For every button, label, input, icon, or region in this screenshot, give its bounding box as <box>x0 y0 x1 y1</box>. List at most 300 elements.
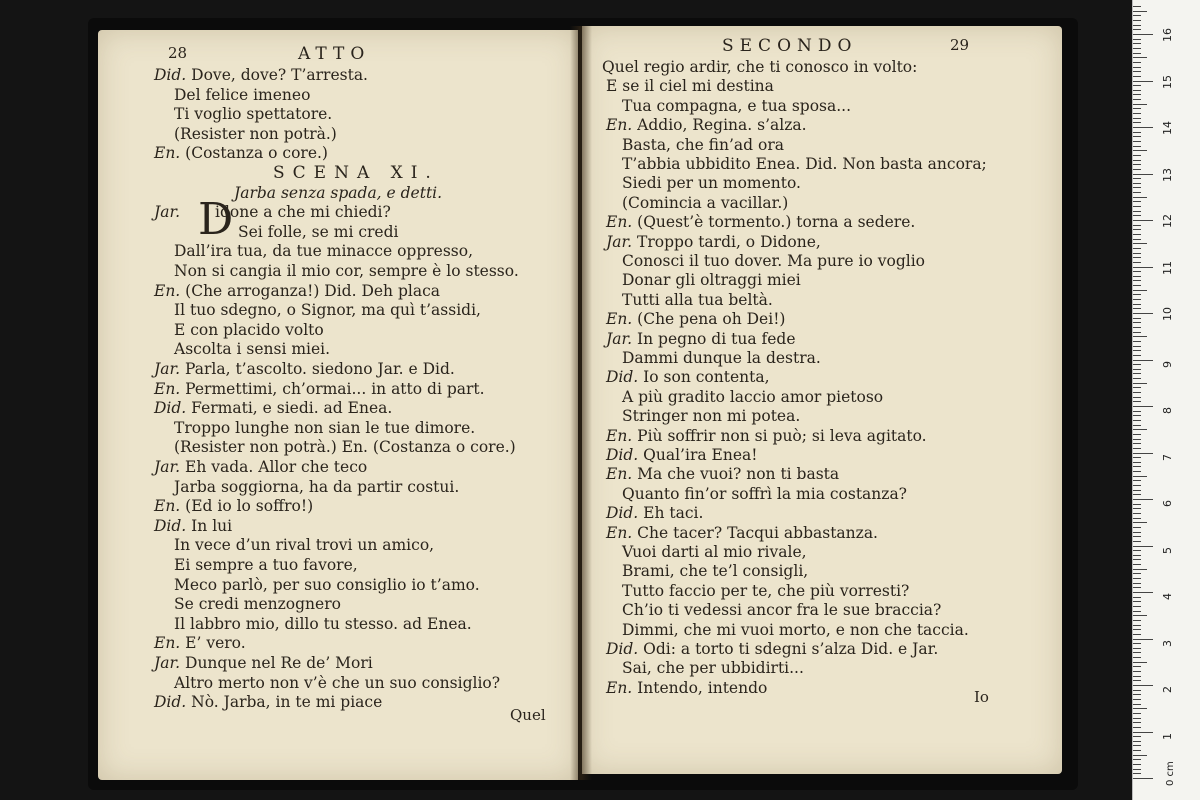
text-line <box>174 321 324 339</box>
line-text: Stringer non mi potea. <box>622 407 801 426</box>
catchword-right: Io <box>974 688 989 706</box>
ruler-number: 4 <box>1161 593 1174 600</box>
speaker-label: En. <box>154 379 186 398</box>
ruler-tick <box>1133 174 1153 175</box>
ruler-tick <box>1133 759 1141 760</box>
line-text: Ti voglio spettatore. <box>174 105 333 124</box>
ruler-tick <box>1133 499 1153 500</box>
line-text: Dall’ira tua, da tue minacce oppresso, <box>174 242 474 261</box>
ruler-tick <box>1133 778 1153 779</box>
ruler-tick <box>1133 322 1141 323</box>
ruler-tick <box>1133 564 1141 565</box>
ruler-number: 16 <box>1161 28 1174 42</box>
ruler-tick <box>1133 559 1141 560</box>
ruler-tick <box>1133 611 1141 612</box>
line-text: Non si cangia il mio cor, sempre è lo stesso. <box>174 262 519 280</box>
speaker-label: Jar. <box>154 458 186 476</box>
ruler-tick <box>1133 304 1141 305</box>
ruler-tick <box>1133 48 1141 49</box>
line-text: Donar gli oltraggi miei <box>622 271 801 290</box>
ruler-tick <box>1133 350 1141 351</box>
text-line <box>174 86 310 104</box>
ruler-tick <box>1133 127 1153 128</box>
line-text: (Che arroganza!) Did. Deh placa <box>185 281 441 300</box>
line-text: Eh vada. Allor che teco <box>185 458 368 476</box>
line-text: Ascolta i sensi miei. <box>174 340 331 359</box>
ruler-tick <box>1133 104 1147 105</box>
page-number-left: 28 <box>168 44 188 62</box>
ruler-tick <box>1133 132 1141 133</box>
ruler-tick <box>1133 476 1147 477</box>
ruler-tick <box>1133 146 1141 147</box>
ruler-tick <box>1133 718 1141 719</box>
line-text: E se il ciel mi destina <box>606 77 774 96</box>
line-text: Tutti alla tua beltà. <box>622 290 773 309</box>
text-line <box>174 125 337 143</box>
text-line <box>174 478 459 496</box>
running-head-right: SECONDO <box>722 36 858 56</box>
ruler-tick <box>1133 648 1141 649</box>
ruler-tick <box>1133 164 1141 165</box>
line-text: Quanto fin’or soffrì la mia costanza? <box>622 484 907 503</box>
ruler-tick <box>1133 71 1141 72</box>
line-text: (Costanza o core.) <box>185 144 328 163</box>
ruler-number: 10 <box>1161 307 1174 321</box>
text-line <box>174 419 475 437</box>
text-line <box>622 349 821 367</box>
ruler-tick <box>1133 546 1153 547</box>
line-text: Dammi dunque la destra. <box>622 349 821 367</box>
ruler-tick <box>1133 699 1141 700</box>
ruler-tick <box>1133 313 1153 314</box>
ruler-tick <box>1133 406 1153 407</box>
speaker-label: Jar. <box>154 360 186 378</box>
text-line <box>174 242 473 260</box>
ruler-tick <box>1133 504 1141 505</box>
speaker-label: Did. <box>154 516 192 535</box>
ruler-tick <box>1133 732 1153 733</box>
text-line <box>154 203 391 221</box>
ruler-tick <box>1133 383 1147 384</box>
ruler-tick <box>1133 480 1141 481</box>
measuring-ruler <box>1132 0 1200 800</box>
line-text: Conosci il tuo dover. Ma pure io voglio <box>622 252 926 270</box>
ruler-tick <box>1133 369 1141 370</box>
ruler-tick <box>1133 750 1141 751</box>
ruler-tick <box>1133 257 1141 258</box>
line-text: Tutto faccio per te, che più vorresti? <box>622 581 910 600</box>
ruler-tick <box>1133 43 1141 44</box>
line-text: E con placido volto <box>174 320 324 339</box>
ruler-tick <box>1133 392 1141 393</box>
text-line <box>622 543 807 561</box>
speaker-label: Did. <box>606 368 644 387</box>
text-line <box>622 194 788 212</box>
line-text: Del felice imeneo <box>174 85 311 104</box>
ruler-tick <box>1133 666 1141 667</box>
ruler-tick <box>1133 211 1141 212</box>
ruler-tick <box>1133 741 1141 742</box>
line-text: Troppo tardi, o Didone, <box>637 232 821 251</box>
text-line <box>154 634 246 652</box>
ruler-tick <box>1133 457 1141 458</box>
text-line <box>174 301 481 319</box>
line-text: Parla, t’ascolto. siedono Jar. e Did. <box>185 360 455 378</box>
text-line <box>154 654 373 672</box>
text-line <box>622 136 784 154</box>
ruler-tick <box>1133 555 1141 556</box>
line-text: Intendo, intendo <box>637 678 768 697</box>
text-line <box>622 562 808 580</box>
ruler-tick <box>1133 429 1147 430</box>
ruler-tick <box>1133 341 1141 342</box>
text-line <box>622 601 941 619</box>
line-text: idone a che mi chiedi? <box>215 203 391 222</box>
ruler-tick <box>1133 690 1141 691</box>
ruler-tick <box>1133 57 1147 58</box>
line-text: Che tacer? Tacqui abbastanza. <box>637 523 878 542</box>
line-text: Più soffrir non si può; si leva agitato. <box>637 426 927 445</box>
ruler-tick <box>1133 336 1147 337</box>
ruler-tick <box>1133 327 1141 328</box>
ruler-tick <box>1133 6 1141 7</box>
ruler-tick <box>1133 81 1153 82</box>
text-line <box>606 504 703 522</box>
line-text: Addio, Regina. s’alza. <box>637 116 807 135</box>
line-text: (Ed io lo soffro!) <box>185 497 314 516</box>
text-line <box>273 164 439 182</box>
line-text: Jarba senza spada, e detti. <box>234 183 443 202</box>
ruler-tick <box>1133 276 1141 277</box>
ruler-tick <box>1133 197 1147 198</box>
ruler-tick <box>1133 178 1141 179</box>
ruler-tick <box>1133 225 1141 226</box>
ruler-tick <box>1133 285 1141 286</box>
ruler-tick <box>1133 155 1141 156</box>
ruler-tick <box>1133 229 1141 230</box>
ruler-tick <box>1133 15 1141 16</box>
ruler-tick <box>1133 550 1141 551</box>
ruler-tick <box>1133 578 1141 579</box>
ruler-tick <box>1133 67 1141 68</box>
text-line <box>154 693 382 711</box>
ruler-tick <box>1133 662 1147 663</box>
ruler-tick <box>1133 248 1141 249</box>
text-line <box>622 291 773 309</box>
line-text: Permettimi, ch’ormai... in atto di part. <box>185 379 485 398</box>
ruler-tick <box>1133 271 1141 272</box>
ruler-tick <box>1133 378 1141 379</box>
ruler-tick <box>1133 262 1141 263</box>
text-line <box>606 368 770 386</box>
ruler-tick <box>1133 508 1141 509</box>
text-line <box>154 497 313 515</box>
ruler-tick <box>1133 536 1141 537</box>
text-line <box>174 615 472 633</box>
line-text: Brami, che te’l consigli, <box>622 562 809 581</box>
ruler-tick <box>1133 294 1141 295</box>
ruler-tick <box>1133 332 1141 333</box>
line-text: T’abbia ubbidito Enea. Did. Non basta ancora; <box>622 155 987 173</box>
ruler-tick <box>1133 713 1141 714</box>
speaker-label: En. <box>606 523 638 542</box>
line-text: In lui <box>191 516 233 535</box>
text-line <box>606 77 774 95</box>
line-text: Sai, che per ubbidirti... <box>622 659 804 678</box>
ruler-tick <box>1133 360 1153 361</box>
text-line <box>174 536 434 554</box>
ruler-tick <box>1133 280 1141 281</box>
ruler-tick <box>1133 53 1141 54</box>
speaker-label: En. <box>154 144 186 163</box>
ruler-tick <box>1133 267 1153 268</box>
ruler-tick <box>1133 685 1153 686</box>
ruler-tick <box>1133 364 1141 365</box>
ruler-number: 6 <box>1161 500 1174 507</box>
ruler-tick <box>1133 290 1147 291</box>
speaker-label: Did. <box>606 446 644 464</box>
speaker-label: Jar. <box>154 654 186 672</box>
ruler-tick <box>1133 420 1141 421</box>
ruler-tick <box>1133 448 1141 449</box>
ruler-tick <box>1133 20 1141 21</box>
line-text: Il labbro mio, dillo tu stesso. ad Enea. <box>174 614 472 633</box>
ruler-tick <box>1133 25 1141 26</box>
line-text: A più gradito laccio amor pietoso <box>622 387 884 406</box>
ruler-number: 3 <box>1161 639 1174 647</box>
ruler-tick <box>1133 85 1141 86</box>
ruler-tick <box>1133 615 1147 616</box>
ruler-tick <box>1133 527 1141 528</box>
ruler-tick <box>1133 122 1141 123</box>
right-page <box>582 26 1062 774</box>
ruler-number: 11 <box>1161 260 1174 275</box>
text-line <box>154 517 232 535</box>
ruler-unit-label: 0 cm <box>1165 761 1176 786</box>
line-text: Basta, che fin’ad ora <box>622 135 784 154</box>
ruler-tick <box>1133 671 1141 672</box>
ruler-tick <box>1133 253 1141 254</box>
text-line <box>622 388 883 406</box>
ruler-tick <box>1133 620 1141 621</box>
text-line <box>606 233 821 251</box>
ruler-tick <box>1133 150 1147 151</box>
text-line <box>602 58 917 76</box>
ruler-tick <box>1133 727 1141 728</box>
text-line <box>622 407 800 425</box>
line-text: Qual’ira Enea! <box>643 446 758 464</box>
ruler-tick <box>1133 513 1141 514</box>
ruler-tick <box>1133 169 1141 170</box>
speaker-label: Did. <box>154 399 192 418</box>
book-gutter <box>570 26 592 780</box>
ruler-number: 8 <box>1161 407 1174 414</box>
ruler-tick <box>1133 220 1153 221</box>
ruler-number: 9 <box>1161 360 1174 368</box>
ruler-number: 13 <box>1161 167 1174 182</box>
text-line <box>174 340 330 358</box>
running-head-left: ATTO <box>298 44 371 64</box>
text-line <box>154 144 328 162</box>
line-text: E’ vero. <box>185 634 246 653</box>
ruler-tick <box>1133 466 1141 467</box>
ruler-number: 1 <box>1161 732 1174 740</box>
drop-cap: D <box>198 194 234 245</box>
ruler-tick <box>1133 601 1141 602</box>
text-line <box>606 116 807 134</box>
ruler-tick <box>1133 443 1141 444</box>
ruler-tick <box>1133 108 1141 109</box>
line-text: Se credi menzognero <box>174 595 341 614</box>
ruler-tick <box>1133 676 1141 677</box>
line-text: Jarba soggiorna, ha da partir costui. <box>174 477 460 496</box>
speaker-label: En. <box>606 116 638 135</box>
ruler-tick <box>1133 755 1147 756</box>
line-text: Quel regio ardir, che ti conosco in volto: <box>602 58 918 76</box>
ruler-tick <box>1133 192 1141 193</box>
ruler-tick <box>1133 639 1153 640</box>
line-text: (Comincia a vacillar.) <box>622 193 789 212</box>
speaker-label: En. <box>606 213 638 232</box>
ruler-tick <box>1133 318 1141 319</box>
ruler-tick <box>1133 522 1147 523</box>
ruler-number: 5 <box>1161 546 1174 554</box>
speaker-label: En. <box>606 426 638 445</box>
ruler-tick <box>1133 411 1141 412</box>
line-text: Troppo lunghe non sian le tue dimore. <box>174 418 476 437</box>
ruler-tick <box>1133 397 1141 398</box>
ruler-tick <box>1133 453 1153 454</box>
text-line <box>606 679 767 697</box>
ruler-tick <box>1133 11 1147 12</box>
speaker-label: En. <box>154 281 186 300</box>
speaker-label: En. <box>606 465 638 484</box>
text-line <box>238 223 398 241</box>
ruler-tick <box>1133 425 1141 426</box>
text-line <box>622 252 925 270</box>
text-line <box>154 66 368 84</box>
line-text: In pegno di tua fede <box>637 329 796 348</box>
ruler-tick <box>1133 373 1141 374</box>
text-line <box>154 458 367 476</box>
text-line <box>174 674 500 692</box>
text-line <box>174 556 358 574</box>
line-text: Il tuo sdegno, o Signor, ma quì t’assidi, <box>174 301 481 320</box>
ruler-tick <box>1133 239 1141 240</box>
text-line <box>622 621 969 639</box>
ruler-tick <box>1133 299 1141 300</box>
ruler-tick <box>1133 355 1141 356</box>
line-text: (Quest’è tormento.) torna a sedere. <box>637 213 916 232</box>
line-text: Tua compagna, e tua sposa... <box>622 96 852 115</box>
line-text: Dunque nel Re de’ Mori <box>185 654 373 672</box>
ruler-tick <box>1133 583 1141 584</box>
line-text: Siedi per un momento. <box>622 174 801 193</box>
text-line <box>606 640 938 658</box>
ruler-tick <box>1133 625 1141 626</box>
line-text: Sei folle, se mi credi <box>238 222 399 241</box>
speaker-label: Jar. <box>154 203 186 222</box>
ruler-tick <box>1133 215 1141 216</box>
ruler-tick <box>1133 736 1141 737</box>
text-line <box>622 155 987 173</box>
ruler-tick <box>1133 573 1141 574</box>
ruler-tick <box>1133 308 1141 309</box>
ruler-tick <box>1133 643 1141 644</box>
ruler-tick <box>1133 206 1141 207</box>
ruler-tick <box>1133 243 1147 244</box>
ruler-tick <box>1133 29 1141 30</box>
text-line <box>622 271 801 289</box>
line-text: Vuoi darti al mio rivale, <box>622 543 807 561</box>
ruler-number: 12 <box>1161 214 1174 228</box>
text-line <box>606 446 757 464</box>
text-line <box>606 213 915 231</box>
ruler-tick <box>1133 494 1141 495</box>
line-text: Altro merto non v’è che un suo consiglio? <box>174 673 501 692</box>
speaker-label: Did. <box>606 504 644 523</box>
ruler-tick <box>1133 387 1141 388</box>
line-text: Io son contenta, <box>643 368 770 387</box>
text-line <box>174 438 516 456</box>
ruler-tick <box>1133 764 1141 765</box>
line-text: Meco parlò, per suo consiglio io t’amo. <box>174 575 480 594</box>
ruler-number: 7 <box>1161 453 1174 461</box>
text-line <box>606 310 785 328</box>
ruler-tick <box>1133 34 1153 35</box>
line-text: Fermati, e siedi. ad Enea. <box>191 399 393 418</box>
ruler-tick <box>1133 113 1141 114</box>
ruler-tick <box>1133 657 1141 658</box>
line-text: Odi: a torto ti sdegni s’alza Did. e Jar. <box>643 640 939 658</box>
ruler-tick <box>1133 462 1141 463</box>
ruler-tick <box>1133 99 1141 100</box>
text-line <box>174 262 519 280</box>
ruler-tick <box>1133 634 1141 635</box>
ruler-tick <box>1133 722 1141 723</box>
line-text: Eh taci. <box>643 504 704 523</box>
ruler-tick <box>1133 234 1141 235</box>
line-text: Dimmi, che mi vuoi morto, e non che taccia. <box>622 620 969 639</box>
speaker-label: Did. <box>606 640 644 658</box>
text-line <box>154 380 485 398</box>
ruler-tick <box>1133 587 1141 588</box>
ruler-tick <box>1133 704 1141 705</box>
page-number-right: 29 <box>950 36 970 54</box>
ruler-tick <box>1133 708 1147 709</box>
ruler-tick <box>1133 541 1141 542</box>
ruler-tick <box>1133 90 1141 91</box>
text-line <box>174 595 341 613</box>
line-text: Ch’io ti vedessi ancor fra le sue braccia? <box>622 601 942 620</box>
text-line <box>234 184 442 202</box>
text-line <box>606 427 927 445</box>
catchword-left: Quel <box>510 706 546 724</box>
line-text: Dove, dove? T’arresta. <box>191 66 368 84</box>
ruler-tick <box>1133 346 1141 347</box>
line-text: SCENA XI. <box>273 163 439 183</box>
text-line <box>174 576 480 594</box>
left-page <box>98 30 578 780</box>
text-line <box>154 399 392 417</box>
ruler-tick <box>1133 629 1141 630</box>
ruler-tick <box>1133 680 1141 681</box>
speaker-label: En. <box>606 310 638 329</box>
line-text: Nò. Jarba, in te mi piace <box>191 693 383 712</box>
ruler-number: 15 <box>1161 74 1174 89</box>
ruler-tick <box>1133 490 1141 491</box>
ruler-tick <box>1133 39 1141 40</box>
